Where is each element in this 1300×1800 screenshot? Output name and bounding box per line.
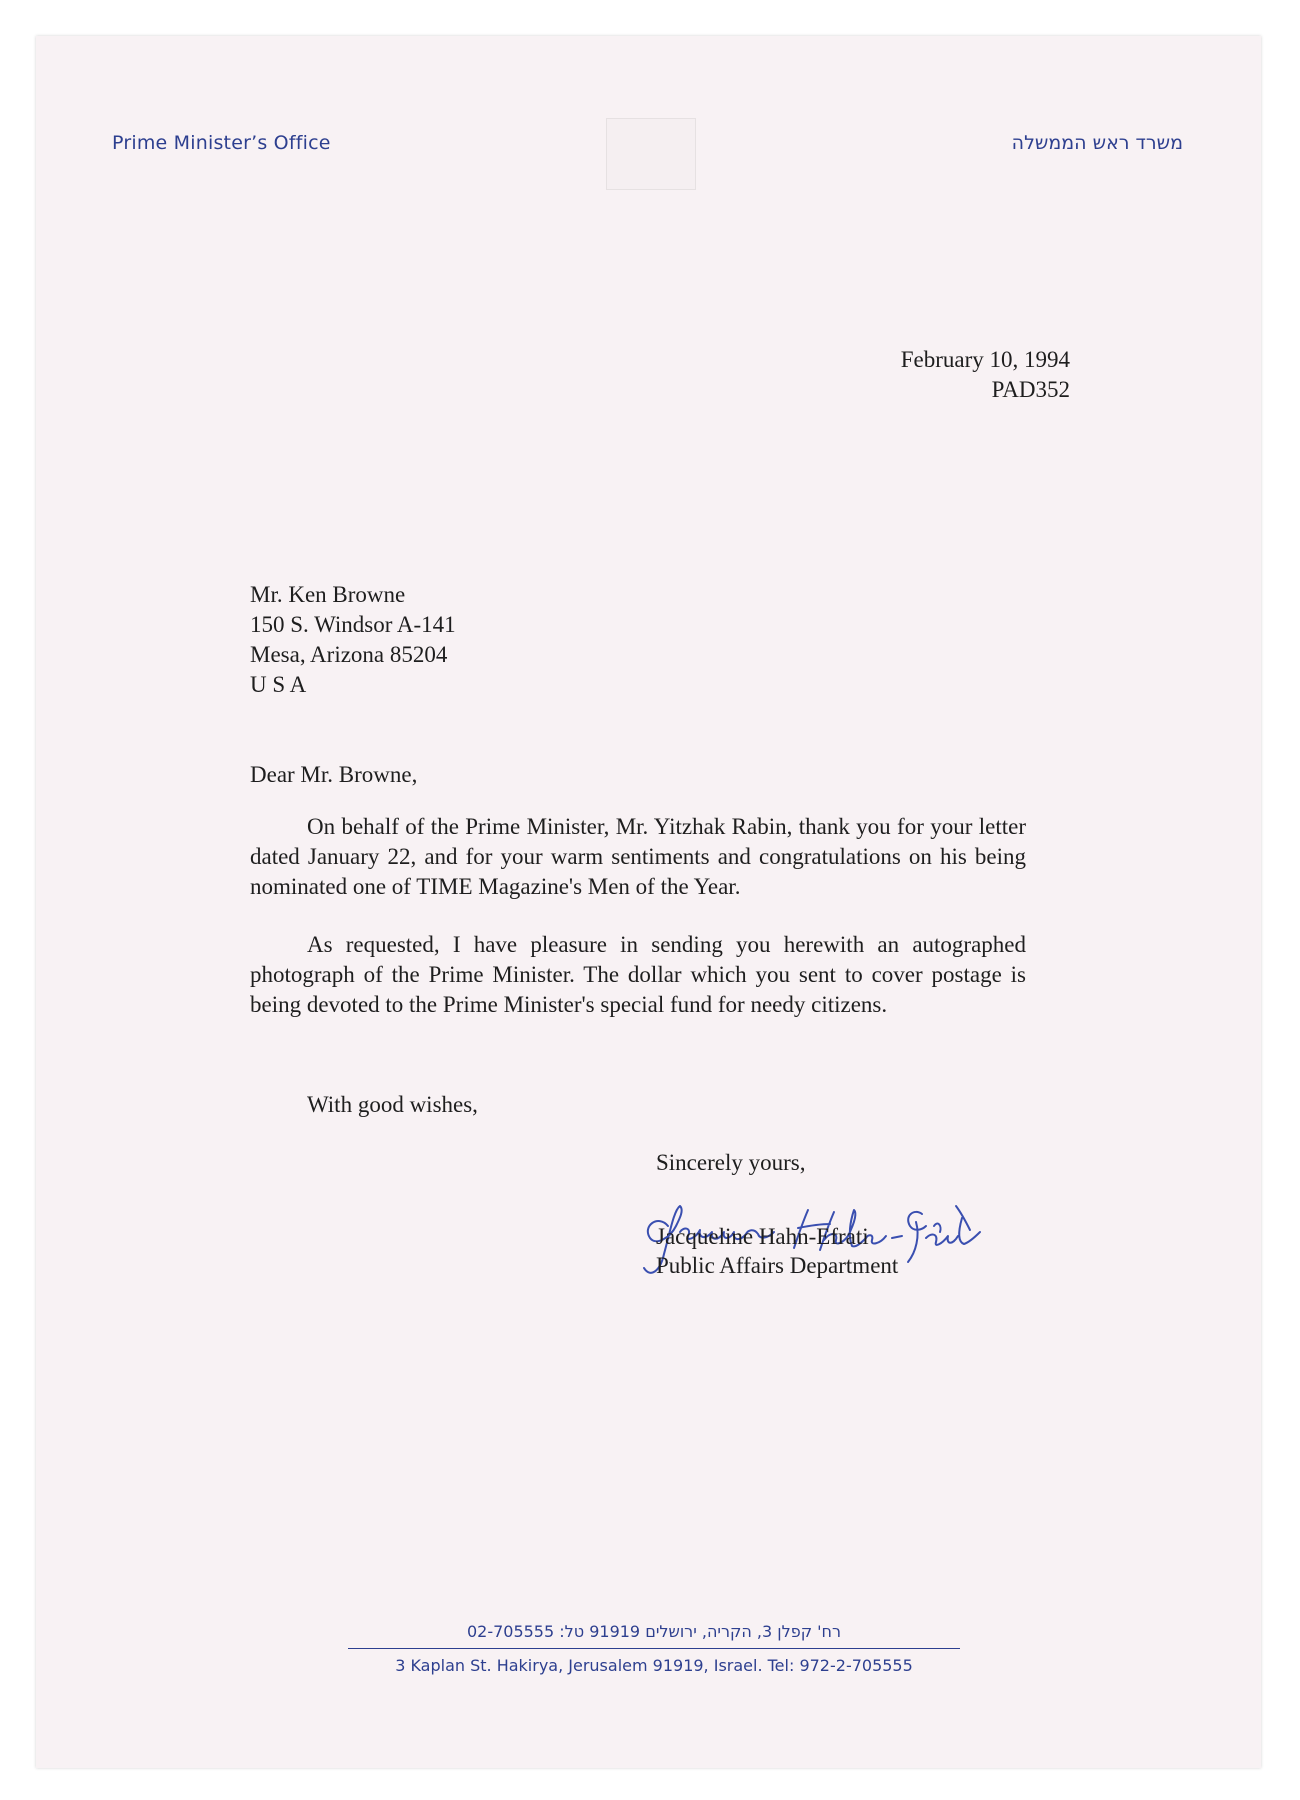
signatory-department: Public Affairs Department	[656, 1253, 899, 1278]
reference-number: PAD352	[991, 377, 1070, 402]
closing-line: With good wishes,	[307, 1092, 478, 1117]
date-block	[901, 345, 1070, 405]
recipient-street: 150 S. Windsor A-141	[250, 612, 456, 637]
salutation: Dear Mr. Browne,	[250, 762, 418, 787]
signoff-line: Sincerely yours,	[656, 1150, 806, 1175]
signatory-name: Jacqueline Hahn-Efrati	[656, 1224, 869, 1249]
recipient-country: U S A	[250, 672, 307, 697]
faint-stamp-mark	[606, 118, 696, 190]
body-paragraph-2: As requested, I have pleasure in sending you herewith an autographed photograph of the Prime Minister. The dollar which you sent to cover postage is being devoted to the Prime Minister's special fund for needy citizens.	[250, 932, 1026, 1017]
letter-date: February 10, 1994	[900, 347, 1070, 372]
recipient-name: Mr. Ken Browne	[250, 582, 406, 607]
footer-address-he: רח' קפלן 3, הקריה, ירושלים 91919 טל: 02-705555	[466, 1622, 842, 1641]
recipient-address	[250, 580, 456, 700]
footer-divider	[348, 1648, 960, 1649]
body-paragraph-1: On behalf of the Prime Minister, Mr. Yitzhak Rabin, thank you for your letter dated January 22, and for your warm sentiments and congratulations on his being nominated one of TIME Magazine's Men of the Year.	[250, 814, 1026, 899]
letterhead-office-en: Prime Minister’s Office	[112, 132, 331, 154]
recipient-city: Mesa, Arizona 85204	[250, 642, 448, 667]
letter-body	[250, 812, 1026, 1048]
footer-address-en: 3 Kaplan St. Hakirya, Jerusalem 91919, Israel. Tel: 972-2-705555	[395, 1656, 913, 1675]
letterhead-office-he: משרד ראש הממשלה	[1011, 132, 1183, 154]
